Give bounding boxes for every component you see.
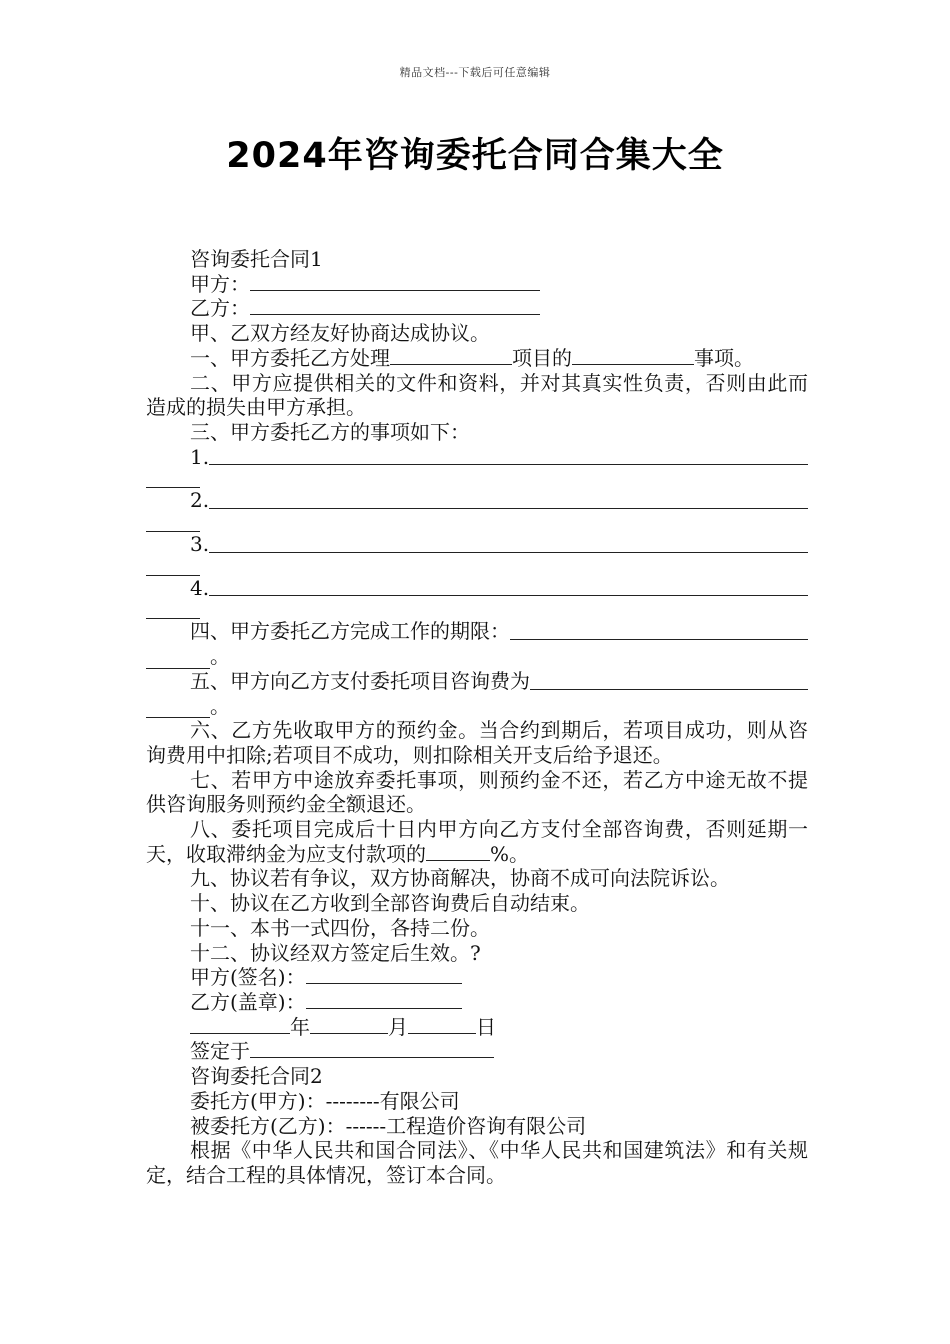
item-3-number: 3. (190, 532, 210, 557)
clause-4-text: 四、甲方委托乙方完成工作的期限： (190, 619, 510, 644)
party-a-label: 甲方： (190, 271, 250, 296)
item-2-line (146, 488, 808, 513)
signature-a-line (146, 965, 808, 990)
contract1-heading: 咨询委托合同1 (190, 247, 323, 271)
item-1-line (146, 445, 808, 470)
item-3-blank-cont (146, 557, 200, 576)
clause-6: 六、乙方先收取甲方的预约金。当合约到期后，若项目成功，则从咨询费用中扣除;若项目不成功，则扣除相关开支后给予退还。 (146, 718, 808, 767)
clause-8 (146, 817, 808, 866)
clause-9: 九、协议若有争议，双方协商解决，协商不成可向法院诉讼。 (190, 866, 730, 891)
item-3 (146, 532, 808, 576)
signature-b-line (146, 990, 808, 1015)
clause-4-blank (510, 621, 808, 640)
clause-5-line (146, 669, 808, 694)
month-blank (310, 1015, 388, 1034)
clause-5-text: 五、甲方向乙方支付委托项目咨询费为 (190, 668, 530, 693)
clause-5-blank-cont (146, 699, 210, 718)
item-4 (146, 576, 808, 620)
signature-b-label: 乙方(盖章)： (190, 989, 306, 1014)
year-label: 年 (290, 1014, 310, 1039)
signed-at-line (146, 1039, 808, 1064)
party-b-label: 乙方： (190, 296, 250, 321)
signed-at-blank (250, 1039, 494, 1058)
item-3-line-cont (146, 557, 808, 576)
signature-a-label: 甲方(签名)： (190, 965, 306, 990)
intro-text: 甲、乙双方经友好协商达成协议。 (190, 321, 490, 346)
clause-5-line-cont (146, 694, 808, 719)
day-blank (408, 1015, 476, 1034)
day-label: 日 (476, 1014, 496, 1039)
item-1 (146, 445, 808, 489)
clause-12: 十二、协议经双方签定后生效。? (190, 940, 481, 965)
month-label: 月 (388, 1014, 408, 1039)
item-1-line-cont (146, 469, 808, 488)
party-a-blank (250, 272, 540, 291)
clause-4-end: 。 (210, 644, 230, 669)
clause-4-line (146, 619, 808, 644)
contract2-heading: 咨询委托合同2 (190, 1064, 323, 1089)
clause-1-text-c: 事项。 (694, 345, 754, 370)
contract2-client: 委托方(甲方)：--------有限公司 (190, 1088, 460, 1113)
clause-8-text: 八、委托项目完成后十日内甲方向乙方支付全部咨询费，否则延期一天，收取滞纳金为应支付款项的 (146, 817, 808, 866)
item-2-number: 2. (190, 488, 210, 513)
clause-1 (146, 346, 808, 371)
year-blank (190, 1015, 290, 1034)
item-4-number: 4. (190, 575, 210, 600)
item-3-blank (209, 534, 808, 553)
clause-10: 十、协议在乙方收到全部咨询费后自动结束。 (190, 891, 590, 916)
item-1-blank-cont (146, 469, 200, 488)
item-4-blank-cont (146, 600, 200, 619)
clause-1-blank-matter (572, 346, 694, 365)
clause-4-blank-cont (146, 650, 210, 669)
clause-3: 三、甲方委托乙方的事项如下： (190, 419, 470, 444)
document-title: 2024年咨询委托合同合集大全 (226, 136, 724, 176)
date-line (146, 1015, 808, 1040)
item-1-blank (209, 446, 808, 465)
signed-at-label: 签定于 (190, 1039, 250, 1064)
party-b-blank (250, 296, 540, 315)
document-body (146, 247, 808, 1188)
clause-1-text-b: 项目的 (512, 345, 572, 370)
clause-4-line-cont (146, 644, 808, 669)
contract2-agent: 被委托方(乙方)：------工程造价咨询有限公司 (190, 1113, 587, 1138)
clause-2: 二、甲方应提供相关的文件和资料，并对其真实性负责，否则由此而造成的损失由甲方承担。 (146, 370, 808, 420)
clause-4 (146, 619, 808, 668)
party-a-line (146, 272, 808, 297)
contract2-basis: 根据《中华人民共和国合同法》、《中华人民共和国建筑法》和有关规定，结合工程的具体情况，签订本合同。 (146, 1138, 808, 1187)
signature-b-blank (306, 990, 462, 1009)
item-4-blank (209, 577, 808, 596)
clause-8-blank (426, 842, 490, 861)
clause-1-text-a: 一、甲方委托乙方处理 (190, 345, 390, 370)
item-2-blank-cont (146, 513, 200, 532)
clause-5-end: 。 (210, 693, 230, 718)
item-2-blank (209, 490, 808, 509)
clause-1-blank-project (390, 346, 512, 365)
item-2 (146, 488, 808, 532)
clause-7: 七、若甲方中途放弃委托事项，则预约金不还，若乙方中途无故不提供咨询服务则预约金全额退还。 (146, 767, 808, 817)
party-b-line (146, 296, 808, 321)
clause-11: 十一、本书一式四份，各持二份。 (190, 915, 490, 940)
signature-a-blank (306, 965, 462, 984)
item-3-line (146, 532, 808, 557)
item-2-line-cont (146, 513, 808, 532)
clause-5-blank (530, 671, 808, 690)
page-header: 精品文档---下载后可任意编辑 (399, 66, 551, 79)
clause-8-end: %。 (490, 841, 530, 866)
clause-5 (146, 669, 808, 718)
item-4-line-cont (146, 600, 808, 619)
item-4-line (146, 576, 808, 601)
item-1-number: 1. (190, 444, 210, 469)
